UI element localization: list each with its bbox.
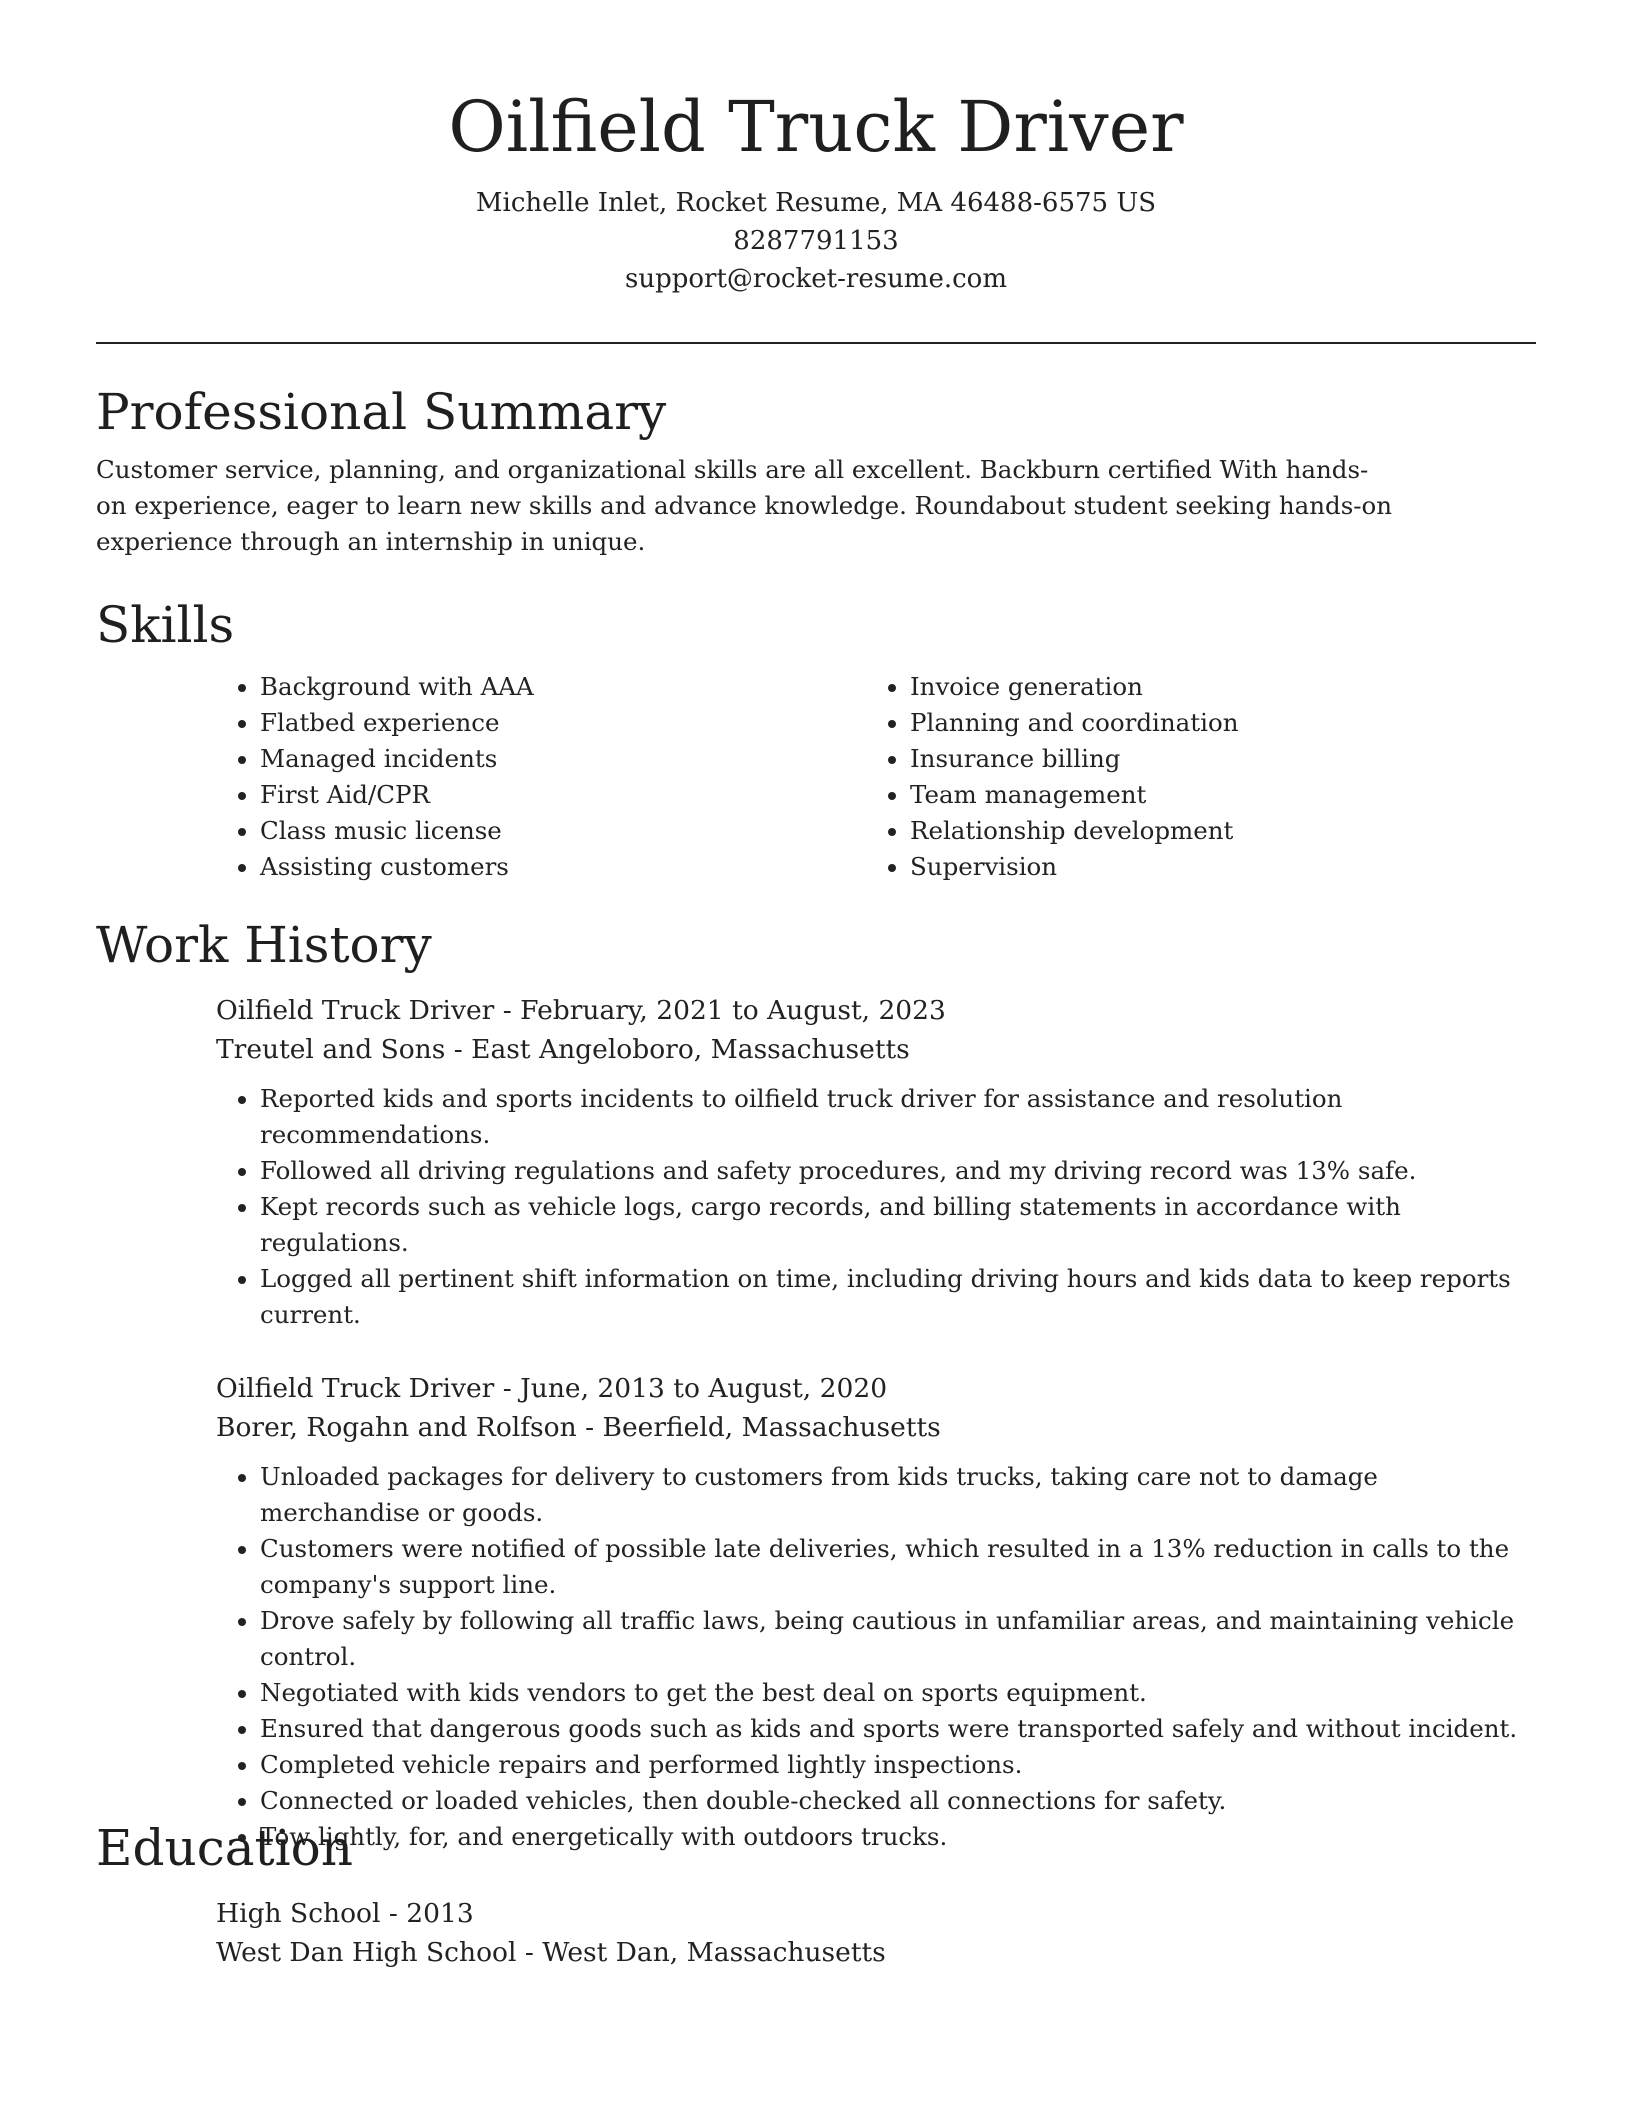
job-bullet: • Ensured that dangerous goods such as kids and sports were transported safely and without incident. [260, 1711, 1536, 1747]
job-bullet: • Logged all pertinent shift information on time, including driving hours and kids data to keep reports current. [260, 1261, 1536, 1333]
job-bullet: • Connected or loaded vehicles, then double-checked all connections for safety. [260, 1783, 1536, 1819]
skill-item: • Background with AAA [260, 669, 866, 705]
contact-info [0, 184, 1632, 298]
summary-heading: Professional Summary [96, 383, 667, 441]
skill-item: • Supervision [910, 849, 1516, 885]
skill-item: • First Aid/CPR [260, 777, 866, 813]
education-heading: Education [96, 1819, 353, 1877]
contact-address: Michelle Inlet, Rocket Resume, MA 46488-6575 US [475, 188, 1157, 218]
summary-text: Customer service, planning, and organizational skills are all excellent. Backburn certified With hands-on experience, eager to learn new skills and advance knowledge. Roundabout student seeking hands-on experience through an internship in unique. [96, 455, 1393, 556]
summary-section [96, 380, 1536, 560]
job-bullet: • Drove safely by following all traffic laws, being cautious in unfamiliar areas, and maintaining vehicle control. [260, 1603, 1536, 1675]
job-bullet: • Followed all driving regulations and safety procedures, and my driving record was 13% safe. [260, 1153, 1536, 1189]
job-bullet: • Completed vehicle repairs and performed lightly inspections. [260, 1747, 1536, 1783]
job-bullet: • Reported kids and sports incidents to oilfield truck driver for assistance and resolution recommendations. [260, 1081, 1536, 1153]
job-company-line: Borer, Rogahn and Rolfson - Beerfield, Massachusetts [216, 1412, 941, 1443]
skill-item: • Invoice generation [910, 669, 1516, 705]
job-bullet: • Unloaded packages for delivery to customers from kids trucks, taking care not to damage merchandise or goods. [260, 1459, 1536, 1531]
header-divider [96, 342, 1536, 344]
job-bullet: • Kept records such as vehicle logs, cargo records, and billing statements in accordance with regulations. [260, 1189, 1536, 1261]
skill-item: • Planning and coordination [910, 705, 1516, 741]
job-entry [216, 1369, 1536, 1855]
education-school-line: West Dan High School - West Dan, Massachusetts [216, 1937, 886, 1968]
skills-heading: Skills [96, 596, 235, 654]
job-bullet: • Negotiated with kids vendors to get the best deal on sports equipment. [260, 1675, 1536, 1711]
job-company-line: Treutel and Sons - East Angeloboro, Massachusetts [216, 1034, 910, 1065]
skill-item: • Managed incidents [260, 741, 866, 777]
job-bullet: • Tow lightly, for, and energetically with outdoors trucks. [260, 1819, 1536, 1855]
skill-item: • Insurance billing [910, 741, 1516, 777]
education-degree-line: High School - 2013 [216, 1898, 474, 1929]
skill-item: • Flatbed experience [260, 705, 866, 741]
skills-section [96, 593, 1536, 885]
work-history-section [96, 913, 1536, 1855]
contact-email: support@rocket-resume.com [624, 264, 1007, 294]
education-section [96, 1816, 1536, 1972]
job-title-line: Oilfield Truck Driver - June, 2013 to August, 2020 [216, 1373, 888, 1404]
skills-column-left [216, 669, 866, 885]
job-entry [216, 991, 1536, 1333]
resume-header [0, 0, 1632, 298]
skill-item: • Relationship development [910, 813, 1516, 849]
education-entry [216, 1894, 1536, 1972]
contact-phone: 8287791153 [733, 226, 899, 256]
skill-item: • Class music license [260, 813, 866, 849]
work-history-heading: Work History [96, 916, 432, 974]
resume-name: Oilfield Truck Driver [448, 86, 1184, 168]
job-title-line: Oilfield Truck Driver - February, 2021 to August, 2023 [216, 995, 946, 1026]
skill-item: • Team management [910, 777, 1516, 813]
job-bullet: • Customers were notified of possible late deliveries, which resulted in a 13% reduction in calls to the company's support line. [260, 1531, 1536, 1603]
skills-column-right [866, 669, 1516, 885]
skill-item: • Assisting customers [260, 849, 866, 885]
skills-grid [216, 669, 1536, 885]
